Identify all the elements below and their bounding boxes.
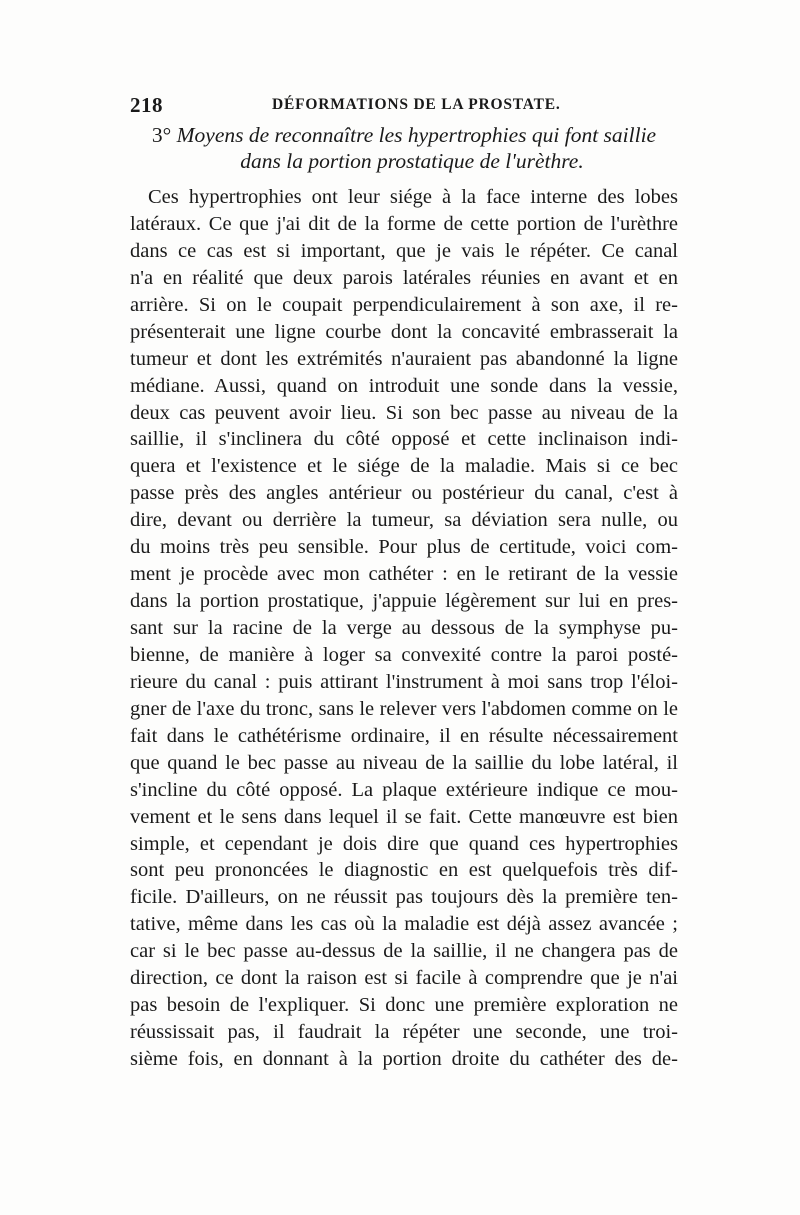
text-line: direction, ce dont la raison est si facile à comprendre que je n'ai bbox=[130, 967, 678, 990]
text-line: sont peu prononcées le diagnostic en est quelquefois très dif- bbox=[130, 859, 678, 882]
text-line: dans ce cas est si important, que je vais le répéter. Ce canal bbox=[130, 239, 678, 262]
text-line: saillie, il s'inclinera du côté opposé et cette inclinaison indi- bbox=[130, 428, 678, 451]
body-text bbox=[130, 184, 678, 1073]
text-line: sant sur la racine de la verge au dessous de la symphyse pu- bbox=[130, 617, 678, 639]
text-line: n'a en réalité que deux parois latérales réunies en avant et en bbox=[130, 266, 678, 289]
text-line: dans la portion prostatique, j'appuie légèrement sur lui en pres- bbox=[130, 590, 678, 613]
text-line: passe près des angles antérieur ou postérieur du canal, c'est à bbox=[130, 482, 678, 505]
text-line: s'incline du côté opposé. La plaque extérieure indique ce mou- bbox=[130, 778, 678, 801]
text-line: arrière. Si on le coupait perpendiculairement à son axe, il re- bbox=[130, 293, 678, 316]
text-line: dire, devant ou derrière la tumeur, sa déviation sera nulle, ou bbox=[130, 509, 678, 532]
section-heading bbox=[130, 122, 678, 174]
section-numeral: 3° bbox=[151, 123, 172, 147]
text-line: que quand le bec passe au niveau de la saillie du lobe latéral, il bbox=[130, 751, 678, 774]
text-line: ficile. D'ailleurs, on ne réussit pas toujours dès la première ten- bbox=[130, 886, 678, 909]
text-line: médiane. Aussi, quand on introduit une sonde dans la vessie, bbox=[130, 374, 678, 397]
running-title: DÉFORMATIONS DE LA PROSTATE. bbox=[272, 96, 561, 113]
text-line: ment je procède avec mon cathéter : en le retirant de la vessie bbox=[130, 563, 678, 586]
text-line: gner de l'axe du tronc, sans le relever vers l'abdomen comme on le bbox=[130, 697, 678, 720]
text-line: simple, et cependant je dois dire que quand ces hypertrophies bbox=[130, 832, 678, 855]
text-line: latéraux. Ce que j'ai dit de la forme de cette portion de l'urèthre bbox=[130, 212, 678, 235]
text-line: deux cas peuvent avoir lieu. Si son bec passe au niveau de la bbox=[130, 401, 678, 424]
running-head bbox=[130, 93, 675, 121]
text-line: quera et l'existence et le siége de la maladie. Mais si ce bec bbox=[130, 455, 678, 478]
text-line: réussissait pas, il faudrait la répéter une seconde, une troi- bbox=[130, 1021, 678, 1044]
text-line: tative, même dans les cas où la maladie est déjà assez avancée ; bbox=[130, 913, 678, 936]
section-title: Moyens de reconnaître les hypertrophies qui font saillie dans la portion prostatique de l'urèthre. bbox=[176, 123, 657, 173]
text-line: fait dans le cathétérisme ordinaire, il en résulte nécessairement bbox=[130, 724, 678, 747]
text-line: du moins très peu sensible. Pour plus de certitude, voici com- bbox=[130, 536, 678, 559]
text-line: pas besoin de l'expliquer. Si donc une première exploration ne bbox=[130, 994, 678, 1017]
page-number: 218 bbox=[130, 93, 163, 117]
text-line: sième fois, en donnant à la portion droite du cathéter des de- bbox=[130, 1048, 678, 1070]
text-line: rieure du canal : puis attirant l'instrument à moi sans trop l'éloi- bbox=[130, 670, 678, 693]
text-line: vement et le sens dans lequel il se fait. Cette manœuvre est bien bbox=[130, 805, 678, 828]
text-line: Ces hypertrophies ont leur siége à la face interne des lobes bbox=[148, 186, 678, 208]
text-line: car si le bec passe au-dessus de la saillie, il ne changera pas de bbox=[130, 940, 678, 963]
text-line: bienne, de manière à loger sa convexité contre la paroi posté- bbox=[130, 643, 678, 666]
text-line: tumeur et dont les extrémités n'auraient pas abandonné la ligne bbox=[130, 347, 678, 370]
text-line: présenterait une ligne courbe dont la concavité embrasserait la bbox=[130, 320, 678, 343]
